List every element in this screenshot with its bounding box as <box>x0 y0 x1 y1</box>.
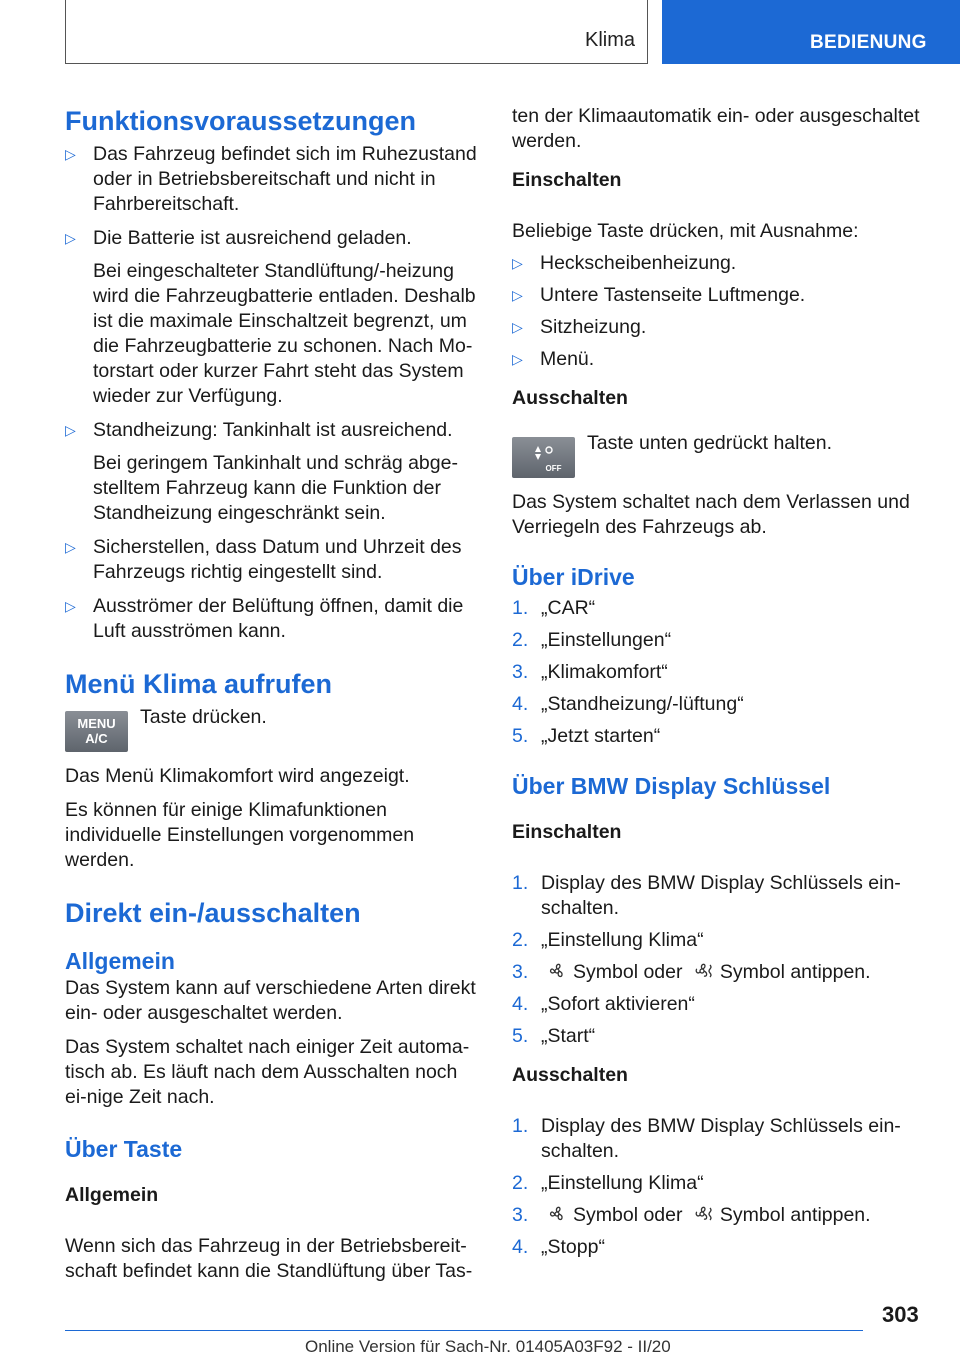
heading-switch-off: Ausschalten <box>512 386 628 409</box>
triangle-bullet-icon: ▷ <box>65 539 76 555</box>
fan-heat-icon <box>694 961 714 981</box>
heading-menu-klima: Menü Klima aufrufen <box>65 669 333 699</box>
fan-off-key-icon: OFF <box>512 437 575 478</box>
menu-ac-key-icon: MENU A/C <box>65 711 128 752</box>
list-item-text: Ausströmer der Belüftung öffnen, damit die Luft ausströmen kann. <box>93 595 464 642</box>
list-item: 5. „Start“ <box>512 1024 596 1047</box>
heading-via-button: Über Taste <box>65 1136 183 1162</box>
key-on-steps <box>512 871 932 1049</box>
list-item: 3. Symbol oder Symbol antippen. <box>512 1203 871 1226</box>
triangle-bullet-icon: ▷ <box>512 350 523 367</box>
menu-key-row <box>65 706 480 752</box>
switch-on-paragraph: Beliebige Taste drücken, mit Ausnahme: <box>512 219 859 242</box>
heading-idrive: Über iDrive <box>512 563 635 590</box>
triangle-bullet-icon: ▷ <box>512 318 523 335</box>
heading-general: Allgemein <box>65 948 175 974</box>
off-key-instruction: Taste unten gedrückt halten. <box>587 431 832 454</box>
off-key-row <box>512 431 932 478</box>
page-number: 303 <box>882 1302 919 1327</box>
heading-key-switch-on: Einschalten <box>512 820 622 843</box>
key-off-steps <box>512 1114 932 1260</box>
list-item: 1. Display des BMW Display Schlüssels ein-schalten. <box>512 871 901 919</box>
button-paragraph: Wenn sich das Fahrzeug in der Betriebsbereit-schaft befindet kann die Standlüftung über Tas- <box>65 1234 473 1282</box>
footer-version-text: Online Version für Sach-Nr. 01405A03F92 - II/20 <box>305 1337 671 1356</box>
fan-heat-icon <box>694 1204 714 1224</box>
list-item: 4. „Sofort aktivieren“ <box>512 992 695 1015</box>
list-item: 4. „Stopp“ <box>512 1235 605 1258</box>
list-item: 1. Display des BMW Display Schlüssels ein-schalten. <box>512 1114 901 1162</box>
list-item <box>65 142 480 217</box>
list-item <box>65 594 480 644</box>
list-item: ▷ Untere Tastenseite Luftmenge. <box>512 283 806 306</box>
triangle-bullet-icon: ▷ <box>65 598 76 614</box>
continued-paragraph: ten der Klimaautomatik ein- oder ausgeschaltet werden. <box>512 105 920 152</box>
list-item: 2. „Einstellung Klima“ <box>512 1171 704 1194</box>
off-paragraph: Das System schaltet nach dem Verlassen und Verriegeln des Fahrzeugs ab. <box>512 490 910 538</box>
list-item-text: Standheizung: Tankinhalt ist ausreichend. <box>93 419 453 441</box>
triangle-bullet-icon: ▷ <box>65 146 76 162</box>
list-item <box>65 535 480 585</box>
list-item-note: Bei eingeschalteter Standlüftung/-heizung wird die Fahrzeugbatterie entladen. Deshalb ist die maximale Einschaltzeit begrenzt, um die Fahrzeugbatterie zu schonen. Nach Mo-torstart oder kurzer Fahrt steht das System wieder zur Verfügung. <box>93 260 476 407</box>
header-tab-bedienung[interactable]: BEDIENUNG <box>662 0 960 64</box>
list-item: 3. Symbol oder Symbol antippen. <box>512 960 871 983</box>
list-item: ▷ Menü. <box>512 347 595 370</box>
header-section-title: Klima <box>584 29 635 51</box>
list-item: 3. „Klimakomfort“ <box>512 660 668 683</box>
fan-icon <box>547 1204 567 1224</box>
requirements-list <box>65 142 480 644</box>
list-item: 5. „Jetzt starten“ <box>512 724 661 747</box>
menu-key-instruction: Taste drücken. <box>140 706 267 728</box>
list-item: ▷ Heckscheibenheizung. <box>512 251 737 274</box>
list-item: 1. „CAR“ <box>512 596 596 619</box>
heading-display-key: Über BMW Display Schlüssel <box>512 772 831 799</box>
triangle-bullet-icon: ▷ <box>512 254 523 271</box>
list-item-note: Bei geringem Tankinhalt und schräg abge-stelltem Fahrzeug kann die Funktion der Standheizung eingeschränkt sein. <box>93 452 458 524</box>
list-item-text: Sicherstellen, dass Datum und Uhrzeit des Fahrzeugs richtig eingestellt sind. <box>93 536 462 583</box>
fan-icon <box>547 961 567 981</box>
list-item <box>65 226 480 409</box>
exceptions-list <box>512 251 932 372</box>
right-column <box>512 96 932 1260</box>
heading-direct-switch: Direkt ein-/ausschalten <box>65 898 361 928</box>
list-item: ▷ Sitzheizung. <box>512 315 647 338</box>
triangle-bullet-icon: ▷ <box>512 286 523 303</box>
list-item: 4. „Standheizung/-lüftung“ <box>512 692 744 715</box>
menu-paragraph-1: Das Menü Klimakomfort wird angezeigt. <box>65 765 410 787</box>
triangle-bullet-icon: ▷ <box>65 230 76 246</box>
list-item-text: Die Batterie ist ausreichend geladen. <box>93 227 412 249</box>
general-paragraph-2: Das System schaltet nach einiger Zeit automa-tisch ab. Es läuft nach dem Ausschalten noch ei-nige Zeit nach. <box>65 1036 470 1108</box>
footer-divider <box>65 1330 863 1331</box>
heading-general-sub: Allgemein <box>65 1184 159 1206</box>
left-column <box>65 96 480 1284</box>
heading-requirements: Funktionsvoraussetzungen <box>65 106 417 136</box>
menu-paragraph-2: Es können für einige Klimafunktionen individuelle Einstellungen vorgenommen werden. <box>65 799 415 871</box>
triangle-bullet-icon: ▷ <box>65 422 76 438</box>
list-item: 2. „Einstellungen“ <box>512 628 672 651</box>
heading-switch-on: Einschalten <box>512 169 622 191</box>
list-item-text: Das Fahrzeug befindet sich im Ruhezustand oder in Betriebsbereitschaft und nicht in Fahrbereitschaft. <box>93 143 477 215</box>
list-item: 2. „Einstellung Klima“ <box>512 928 704 951</box>
idrive-steps <box>512 596 932 749</box>
general-paragraph-1: Das System kann auf verschiedene Arten direkt ein- oder ausgeschaltet werden. <box>65 977 476 1024</box>
heading-key-switch-off: Ausschalten <box>512 1063 628 1086</box>
list-item <box>65 418 480 526</box>
